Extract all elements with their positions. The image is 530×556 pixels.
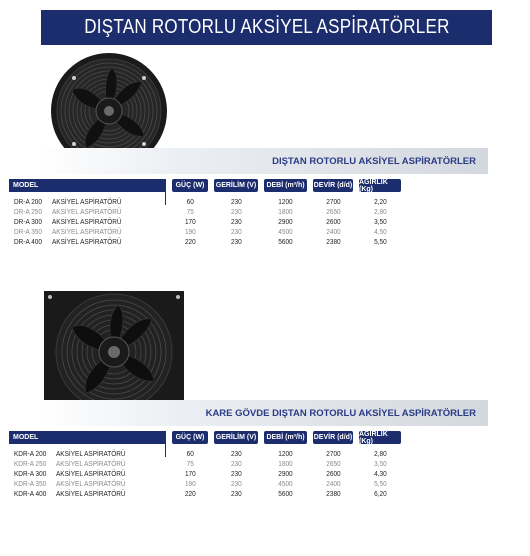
table-row — [0, 449, 530, 459]
weight-value: 2,80 — [373, 449, 387, 458]
voltage-value: 230 — [230, 469, 242, 478]
weight-value: 4,30 — [373, 469, 387, 478]
flow-value: 1800 — [278, 207, 293, 216]
model-name: AKSİYEL ASPİRATÖRÜ — [56, 479, 126, 488]
voltage-value: 230 — [230, 449, 242, 458]
rpm-value: 2650 — [325, 207, 341, 216]
model-code: DR-A 250 — [14, 207, 42, 216]
model-code: KDR-A 350 — [14, 479, 47, 488]
flow-cell — [264, 217, 307, 226]
voltage-value: 230 — [230, 237, 242, 246]
power-value: 170 — [184, 217, 196, 226]
rpm-cell — [313, 459, 353, 468]
col-header-voltage: GERİLİM (V) — [214, 431, 258, 444]
voltage-value: 230 — [230, 207, 242, 216]
flow-cell — [264, 489, 307, 498]
table-row — [0, 197, 530, 207]
power-cell — [172, 459, 208, 468]
voltage-cell — [214, 197, 258, 206]
model-code: KDR-A 400 — [14, 489, 47, 498]
flow-cell — [264, 449, 307, 458]
flow-value: 1200 — [278, 197, 293, 206]
rpm-cell — [313, 237, 353, 246]
page-title: DIŞTAN ROTORLU AKSİYEL ASPİRATÖRLER — [83, 16, 450, 38]
col-header-power: GÜÇ (W) — [172, 179, 208, 192]
model-cell — [14, 469, 126, 478]
rpm-cell — [313, 479, 353, 488]
rpm-value: 2700 — [325, 449, 341, 458]
voltage-cell — [214, 217, 258, 226]
power-cell — [172, 227, 208, 236]
rpm-value: 2700 — [325, 197, 341, 206]
rpm-value: 2600 — [325, 217, 341, 226]
voltage-value: 230 — [230, 217, 242, 226]
model-cell — [14, 197, 122, 206]
weight-value: 2,80 — [373, 207, 387, 216]
voltage-value: 230 — [230, 489, 242, 498]
model-name: AKSİYEL ASPİRATÖRÜ — [52, 227, 122, 236]
model-code: DR-A 400 — [14, 237, 42, 246]
power-cell — [172, 479, 208, 488]
voltage-value: 230 — [230, 459, 242, 468]
voltage-cell — [214, 449, 258, 458]
table-row — [0, 469, 530, 479]
weight-cell — [359, 207, 401, 216]
table-row — [0, 489, 530, 499]
power-value: 220 — [184, 489, 196, 498]
model-cell — [14, 227, 122, 236]
col-header-flow: DEBİ (m³/h) — [264, 179, 307, 192]
section-1-title: DIŞTAN ROTORLU AKSİYEL ASPİRATÖRLER — [272, 156, 476, 167]
flow-value: 1800 — [278, 459, 293, 468]
model-cell — [14, 489, 126, 498]
model-code: KDR-A 250 — [14, 459, 47, 468]
power-value: 190 — [184, 479, 196, 488]
flow-cell — [264, 227, 307, 236]
power-value: 75 — [186, 207, 194, 216]
rpm-value: 2380 — [325, 237, 341, 246]
flow-cell — [264, 237, 307, 246]
rpm-cell — [313, 197, 353, 206]
model-code: KDR-A 300 — [14, 469, 47, 478]
voltage-value: 230 — [230, 479, 242, 488]
col-header-flow: DEBİ (m³/h) — [264, 431, 307, 444]
weight-value: 5,50 — [373, 237, 387, 246]
model-name: AKSİYEL ASPİRATÖRÜ — [52, 237, 122, 246]
rpm-value: 2650 — [325, 459, 341, 468]
power-value: 75 — [186, 459, 194, 468]
power-cell — [172, 489, 208, 498]
voltage-cell — [214, 469, 258, 478]
voltage-cell — [214, 479, 258, 488]
model-code: DR-A 200 — [14, 197, 42, 206]
weight-cell — [359, 449, 401, 458]
section-2-band — [38, 400, 488, 426]
weight-cell — [359, 197, 401, 206]
power-cell — [172, 207, 208, 216]
rpm-value: 2400 — [325, 227, 341, 236]
weight-value: 2,20 — [373, 197, 387, 206]
power-value: 190 — [184, 227, 196, 236]
power-value: 220 — [184, 237, 196, 246]
model-code: DR-A 300 — [14, 217, 42, 226]
weight-cell — [359, 237, 401, 246]
weight-cell — [359, 227, 401, 236]
rpm-cell — [313, 227, 353, 236]
table-row — [0, 227, 530, 237]
weight-cell — [359, 489, 401, 498]
flow-value: 5600 — [278, 237, 293, 246]
model-cell — [14, 449, 126, 458]
model-cell — [14, 207, 122, 216]
weight-value: 4,50 — [373, 227, 387, 236]
page-title-bar — [41, 10, 492, 45]
voltage-cell — [214, 489, 258, 498]
rpm-cell — [313, 469, 353, 478]
section-1-band — [38, 148, 488, 174]
model-cell — [14, 237, 122, 246]
power-cell — [172, 197, 208, 206]
rpm-cell — [313, 207, 353, 216]
voltage-cell — [214, 459, 258, 468]
rpm-cell — [313, 217, 353, 226]
flow-value: 2900 — [278, 469, 293, 478]
model-cell — [14, 459, 126, 468]
weight-value: 5,50 — [373, 479, 387, 488]
voltage-cell — [214, 207, 258, 216]
table-row — [0, 237, 530, 247]
power-value: 60 — [186, 449, 194, 458]
col-header-weight: AĞIRLIK (Kg) — [359, 179, 401, 192]
model-code: DR-A 350 — [14, 227, 42, 236]
model-code: KDR-A 200 — [14, 449, 47, 458]
table-row — [0, 217, 530, 227]
voltage-value: 230 — [230, 197, 242, 206]
section-2-title: KARE GÖVDE DIŞTAN ROTORLU AKSİYEL ASPİRATÖRLER — [205, 408, 476, 419]
power-cell — [172, 449, 208, 458]
flow-value: 5600 — [278, 489, 293, 498]
rpm-cell — [313, 449, 353, 458]
model-name: AKSİYEL ASPİRATÖRÜ — [52, 217, 122, 226]
flow-cell — [264, 207, 307, 216]
square-fan-image — [44, 291, 184, 413]
voltage-cell — [214, 227, 258, 236]
model-name: AKSİYEL ASPİRATÖRÜ — [52, 197, 122, 206]
table-row — [0, 459, 530, 469]
power-cell — [172, 217, 208, 226]
table-row — [0, 479, 530, 489]
flow-cell — [264, 479, 307, 488]
weight-cell — [359, 459, 401, 468]
model-name: AKSİYEL ASPİRATÖRÜ — [52, 207, 122, 216]
weight-value: 3,50 — [373, 459, 387, 468]
col-header-model: MODEL — [9, 431, 165, 444]
weight-cell — [359, 479, 401, 488]
model-name: AKSİYEL ASPİRATÖRÜ — [56, 469, 126, 478]
power-value: 60 — [186, 197, 194, 206]
flow-cell — [264, 197, 307, 206]
flow-value: 2900 — [278, 217, 293, 226]
col-header-weight: AĞIRLIK (Kg) — [359, 431, 401, 444]
flow-cell — [264, 459, 307, 468]
model-cell — [14, 217, 122, 226]
power-value: 170 — [184, 469, 196, 478]
col-header-rpm: DEVİR (d/d) — [313, 431, 353, 444]
col-header-power: GÜÇ (W) — [172, 431, 208, 444]
flow-value: 1200 — [278, 449, 293, 458]
weight-cell — [359, 469, 401, 478]
power-cell — [172, 237, 208, 246]
weight-value: 3,50 — [373, 217, 387, 226]
weight-value: 6,20 — [373, 489, 387, 498]
col-header-rpm: DEVİR (d/d) — [313, 179, 353, 192]
rpm-value: 2400 — [325, 479, 341, 488]
model-name: AKSİYEL ASPİRATÖRÜ — [56, 449, 126, 458]
voltage-cell — [214, 237, 258, 246]
model-name: AKSİYEL ASPİRATÖRÜ — [56, 459, 126, 468]
rpm-value: 2600 — [325, 469, 341, 478]
col-header-voltage: GERİLİM (V) — [214, 179, 258, 192]
rpm-value: 2380 — [325, 489, 341, 498]
voltage-value: 230 — [230, 227, 242, 236]
flow-cell — [264, 469, 307, 478]
weight-cell — [359, 217, 401, 226]
model-name: AKSİYEL ASPİRATÖRÜ — [56, 489, 126, 498]
col-header-model: MODEL — [9, 179, 165, 192]
model-cell — [14, 479, 126, 488]
flow-value: 4500 — [278, 227, 293, 236]
table-row — [0, 207, 530, 217]
rpm-cell — [313, 489, 353, 498]
flow-value: 4500 — [278, 479, 293, 488]
power-cell — [172, 469, 208, 478]
